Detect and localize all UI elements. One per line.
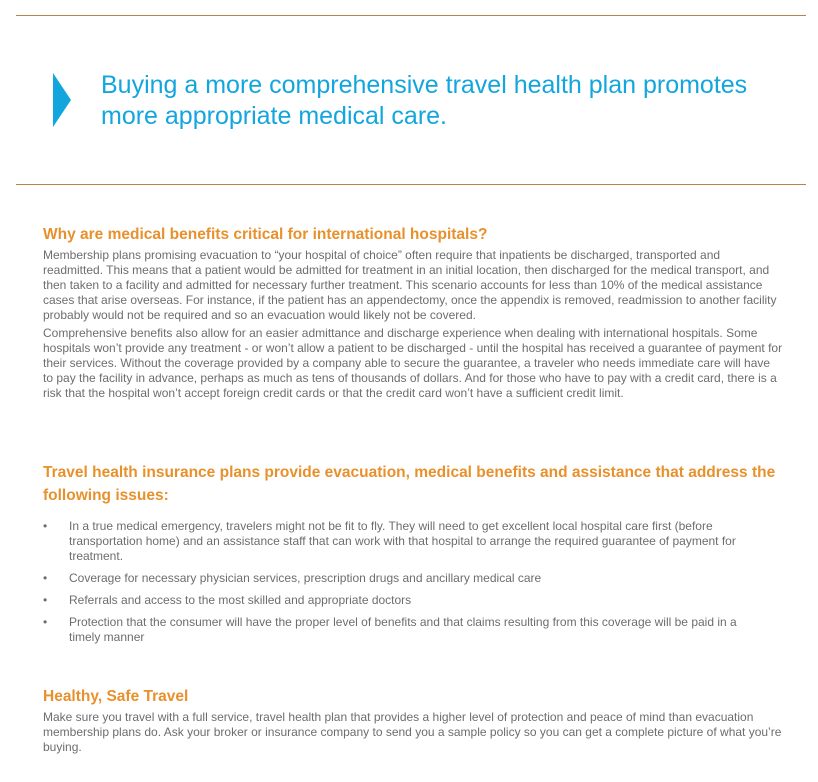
list-item-text: Coverage for necessary physician services, prescription drugs and ancillary medical care <box>69 571 542 585</box>
paragraph: Comprehensive benefits also allow for an easier admittance and discharge experience when dealing with international hospitals. Some hospitals won’t provide any treatment - or won’t allow a patient to be discharged - until the hospital has received a guarantee of payment for their services. Without the coverage provided by a company able to secure the guarantee, a traveler who needs immediate care will have to pay the facility in advance, perhaps as much as tens of thousands of dollars. And for those who have to pay with a credit card, there is a risk that the hospital won’t accept foreign credit cards or that the credit card won’t have a sufficient credit limit. <box>43 326 783 400</box>
section-medical-benefits <box>43 224 783 401</box>
section-heading: Why are medical benefits critical for international hospitals? <box>43 226 488 243</box>
section-heading: Healthy, Safe Travel <box>43 688 189 705</box>
list-item-text: In a true medical emergency, travelers might not be fit to fly. They will need to get excellent local hospital care first (before transportation home) and an assistance staff that can work with that hospital to arrange the required guarantee of payment for treatment. <box>69 519 736 563</box>
bullet-icon: • <box>43 519 48 533</box>
list-item-text: Referrals and access to the most skilled and appropriate doctors <box>69 593 412 607</box>
bullet-list <box>43 519 783 645</box>
chevron-right-icon <box>53 73 71 127</box>
section-healthy-travel <box>43 686 783 755</box>
paragraph: Make sure you travel with a full service, travel health plan that provides a higher level of protection and peace of mind than evacuation membership plans do. Ask your broker or insurance company to send you a sample policy so you can get a complete picture of what you’re buying. <box>43 710 782 754</box>
paragraph: Membership plans promising evacuation to “your hospital of choice” often require that inpatients be discharged, transported and readmitted. This means that a patient would be admitted for treatment in an initial location, then discharged for the medical transport, and then taken to a facility and admitted for necessary further treatment. This scenario accounts for less than 10% of the medical assistance cases that arise overseas. For instance, if the patient has an appendectomy, once the appendix is removed, readmission to another facility probably would not be required and so an evacuation would likely not be covered. <box>43 248 777 322</box>
list-item <box>43 519 769 564</box>
bullet-icon: • <box>43 593 48 607</box>
list-item <box>43 571 769 586</box>
section-plan-issues <box>43 461 783 652</box>
list-item <box>43 615 769 645</box>
section-divider <box>16 184 806 185</box>
list-item <box>43 593 769 608</box>
callout-title: Buying a more comprehensive travel health plan promotes more appropriate medical care. <box>101 71 748 130</box>
bullet-icon: • <box>43 571 48 585</box>
list-item-text: Protection that the consumer will have the proper level of benefits and that claims resulting from this coverage will be paid in a timely manner <box>69 615 737 644</box>
top-divider <box>16 15 806 16</box>
section-heading: Travel health insurance plans provide evacuation, medical benefits and assistance that address the following issues: <box>43 464 776 504</box>
bullet-icon: • <box>43 615 48 629</box>
